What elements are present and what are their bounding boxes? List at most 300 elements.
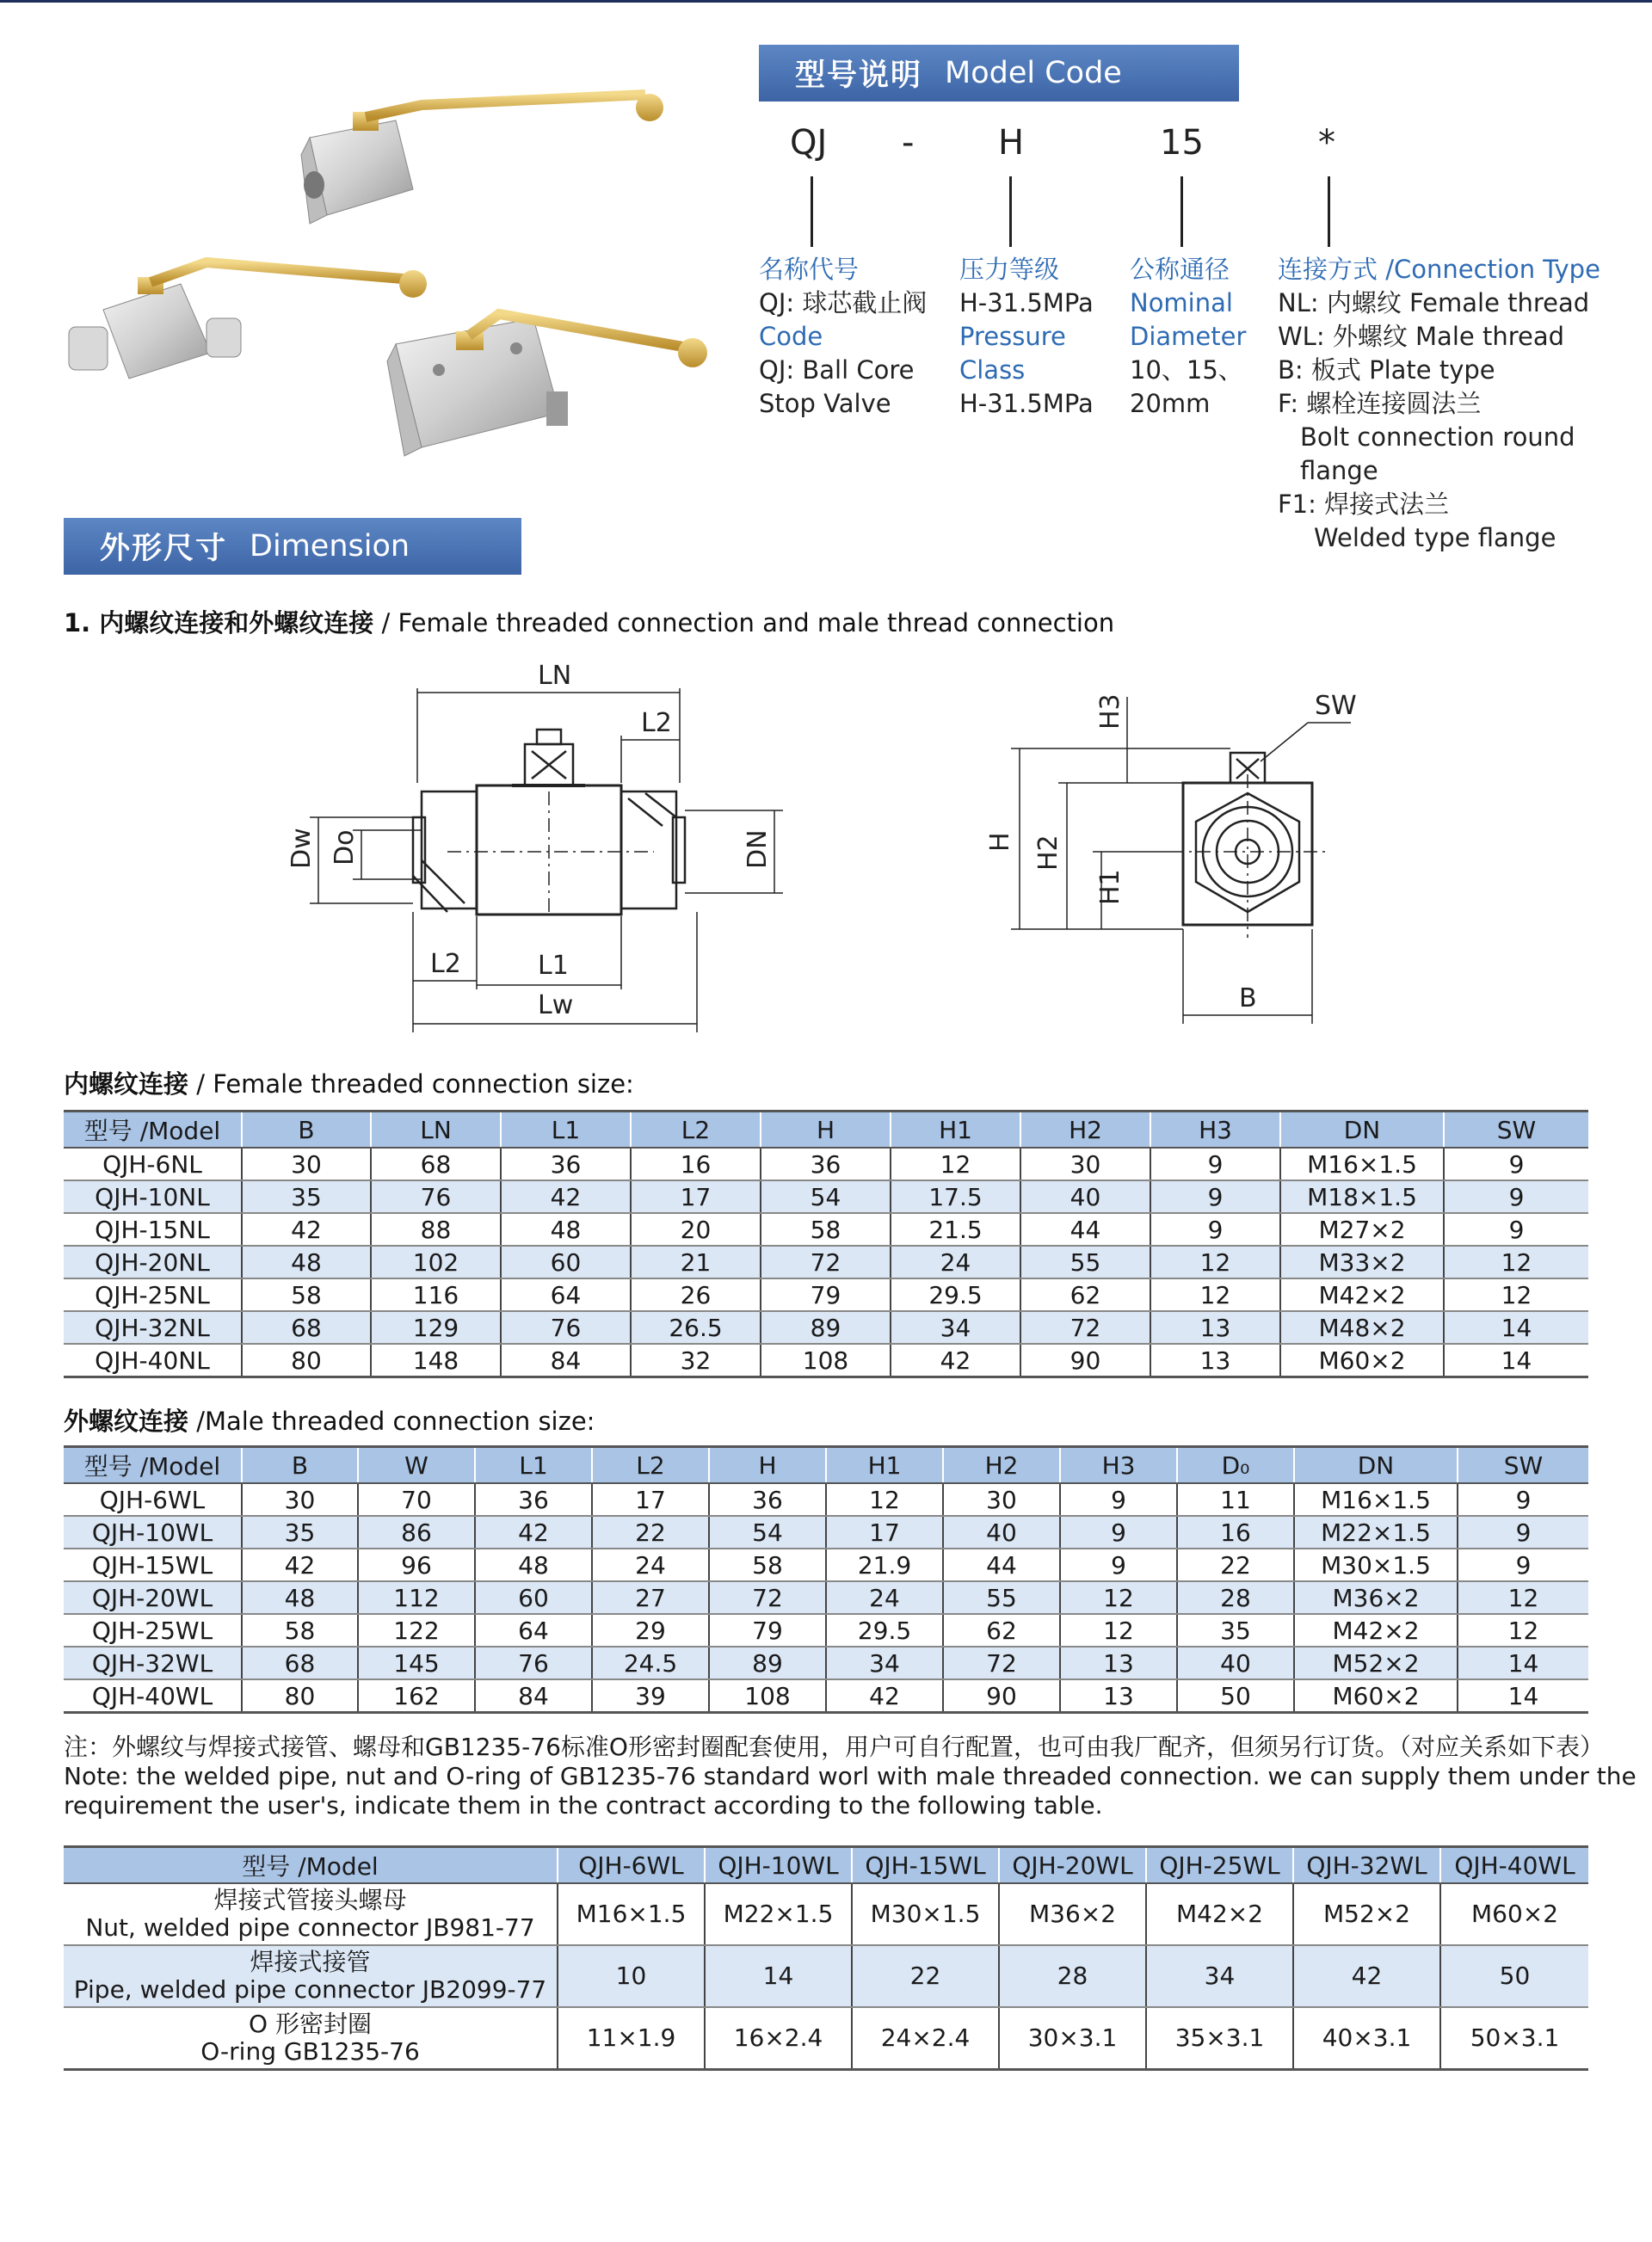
- dimension-banner-zh: 外形尺寸: [100, 532, 228, 566]
- column-header: D₀: [1177, 1447, 1294, 1484]
- dim-label-l2-bottom: L2: [430, 949, 461, 979]
- code-column-line: F: 螺栓连接圆法兰: [1278, 389, 1482, 418]
- code-letter-15: 15: [1160, 123, 1204, 163]
- code-column-line: Diameter: [1130, 322, 1247, 351]
- dim-label-b: B: [1239, 983, 1257, 1013]
- table-cell: 12: [826, 1483, 943, 1516]
- table-row: [64, 1883, 1588, 1945]
- table-cell: 12: [1060, 1581, 1177, 1614]
- table-cell: 29.5: [826, 1614, 943, 1647]
- table-cell: 17.5: [891, 1180, 1020, 1213]
- dim-label-l2-top: L2: [641, 708, 672, 738]
- table-cell: 84: [501, 1344, 631, 1377]
- table-cell: 21: [631, 1246, 761, 1278]
- table-cell: 58: [761, 1213, 891, 1246]
- table-cell: 9: [1444, 1180, 1588, 1213]
- table-cell: 42: [475, 1516, 592, 1549]
- column-header: H: [709, 1447, 826, 1484]
- table-cell: 48: [242, 1246, 371, 1278]
- table-row: [64, 1549, 1588, 1581]
- code-column-title: 压力等级: [959, 255, 1060, 284]
- code-pointer-line: [811, 176, 813, 247]
- table-cell: 108: [761, 1344, 891, 1377]
- female-table-title-zh: 内螺纹连接: [64, 1069, 189, 1099]
- male-table-title-en: /Male threaded connection size:: [188, 1407, 595, 1436]
- code-column-line: flange: [1300, 456, 1378, 485]
- table-cell: 30: [242, 1148, 371, 1180]
- table-cell: 16: [1177, 1516, 1294, 1549]
- column-header: 型号 /Model: [64, 1112, 242, 1149]
- male-table-title: [64, 1402, 595, 1438]
- table-cell: 89: [761, 1311, 891, 1344]
- table-cell: 13: [1150, 1344, 1280, 1377]
- table-cell: 64: [475, 1614, 592, 1647]
- table-cell: 68: [371, 1148, 501, 1180]
- table-cell: M52×2: [1294, 1647, 1458, 1679]
- table-cell: 10: [558, 1945, 705, 2007]
- table-cell: 72: [709, 1581, 826, 1614]
- table-cell: 32: [631, 1344, 761, 1377]
- table-cell: 88: [371, 1213, 501, 1246]
- table-cell: 27: [592, 1581, 709, 1614]
- column-header: QJH-40WL: [1440, 1847, 1588, 1884]
- table-cell: M16×1.5: [1280, 1148, 1444, 1180]
- column-header: QJH-15WL: [852, 1847, 999, 1884]
- table-cell: 80: [242, 1344, 371, 1377]
- table-cell: 11×1.9: [558, 2007, 705, 2070]
- table-cell: QJH-40WL: [64, 1679, 242, 1713]
- column-header: W: [358, 1447, 475, 1484]
- code-column-line: Bolt connection round: [1300, 422, 1575, 452]
- code-column-title: 名称代号: [759, 255, 860, 284]
- product-photos: [52, 86, 723, 465]
- table-cell: M60×2: [1294, 1679, 1458, 1713]
- table-row: [64, 1148, 1588, 1180]
- column-header: H: [761, 1112, 891, 1149]
- code-column-name: [759, 253, 927, 421]
- table-cell: 42: [1293, 1945, 1440, 2007]
- table-cell: 108: [709, 1679, 826, 1713]
- code-pointer-line: [1180, 176, 1183, 247]
- table-cell: 12: [1444, 1278, 1588, 1311]
- table-cell: M60×2: [1440, 1883, 1588, 1945]
- code-letter-dash: -: [902, 123, 915, 163]
- table-cell: 12: [1060, 1614, 1177, 1647]
- row-label-zh: O 形密封圈: [249, 2010, 372, 2038]
- table-row: [64, 1483, 1588, 1516]
- table-cell: 68: [242, 1311, 371, 1344]
- female-table-title: [64, 1065, 634, 1100]
- table-cell: 36: [475, 1483, 592, 1516]
- code-column-title: 公称通径: [1130, 255, 1230, 284]
- model-code-banner-zh: 型号说明: [795, 59, 923, 93]
- code-column-line: 20mm: [1130, 389, 1211, 418]
- column-header: 型号 /Model: [64, 1447, 242, 1484]
- column-header: H2: [1020, 1112, 1150, 1149]
- table-cell: 148: [371, 1344, 501, 1377]
- table-cell: 129: [371, 1311, 501, 1344]
- table-cell: 54: [709, 1516, 826, 1549]
- column-header: H1: [891, 1112, 1020, 1149]
- table-cell: 39: [592, 1679, 709, 1713]
- side-view-drawing: [946, 680, 1411, 1032]
- table-cell: QJH-20NL: [64, 1246, 242, 1278]
- note-line-en-1: Note: the welded pipe, nut and O-ring of GB1235-76 standard worl with male threaded connection. we can supply them under the: [64, 1762, 1637, 1790]
- table-cell: 122: [358, 1614, 475, 1647]
- table-cell: 35: [242, 1516, 358, 1549]
- table-cell: 79: [709, 1614, 826, 1647]
- table-cell: 89: [709, 1647, 826, 1679]
- table-cell: M42×2: [1280, 1278, 1444, 1311]
- table-cell: 30×3.1: [999, 2007, 1146, 2070]
- table-cell: 162: [358, 1679, 475, 1713]
- table-cell: 40: [943, 1516, 1060, 1549]
- table-cell: 11: [1177, 1483, 1294, 1516]
- table-cell: 76: [501, 1311, 631, 1344]
- top-rule: [0, 0, 1652, 3]
- table-cell: 90: [943, 1679, 1060, 1713]
- note-line-zh: 注：外螺纹与焊接式接管、螺母和GB1235-76标准O形密封圈配套使用，用户可自行配置，也可由我厂配齐，但须另行订货。（对应关系如下表）: [64, 1733, 1604, 1761]
- table-cell: 24: [891, 1246, 1020, 1278]
- table-cell: 76: [475, 1647, 592, 1679]
- table-cell: 30: [943, 1483, 1060, 1516]
- column-header: DN: [1294, 1447, 1458, 1484]
- table-cell: 54: [761, 1180, 891, 1213]
- table-cell: 60: [501, 1246, 631, 1278]
- column-header: QJH-20WL: [999, 1847, 1146, 1884]
- row-label-en: Nut, welded pipe connector JB981-77: [85, 1913, 535, 1942]
- table-cell: 9: [1444, 1148, 1588, 1180]
- table-cell: 16×2.4: [705, 2007, 852, 2070]
- table-cell: M52×2: [1293, 1883, 1440, 1945]
- table-cell: 26.5: [631, 1311, 761, 1344]
- dim-label-sw: SW: [1315, 691, 1357, 721]
- valve-photo-female: [301, 94, 663, 224]
- table-cell: 9: [1444, 1213, 1588, 1246]
- table-cell: 44: [943, 1549, 1060, 1581]
- table-cell: M16×1.5: [558, 1883, 705, 1945]
- table-cell: 34: [1146, 1945, 1293, 2007]
- table-row: [64, 1516, 1588, 1549]
- table-cell: 9: [1060, 1549, 1177, 1581]
- table-cell: 72: [761, 1246, 891, 1278]
- code-column-line: Welded type flange: [1314, 523, 1556, 552]
- table-row: [64, 1614, 1588, 1647]
- table-cell: 17: [592, 1483, 709, 1516]
- table-cell: QJH-6WL: [64, 1483, 242, 1516]
- table-cell: 102: [371, 1246, 501, 1278]
- table-cell: 50: [1440, 1945, 1588, 2007]
- table-cell: 14: [1444, 1344, 1588, 1377]
- column-header: H3: [1060, 1447, 1177, 1484]
- table-cell: 42: [826, 1679, 943, 1713]
- table-cell: M60×2: [1280, 1344, 1444, 1377]
- table-cell: 79: [761, 1278, 891, 1311]
- table-cell: 22: [1177, 1549, 1294, 1581]
- table-cell: 76: [371, 1180, 501, 1213]
- male-table-title-zh: 外螺纹连接: [64, 1407, 189, 1436]
- table-cell: 58: [242, 1614, 358, 1647]
- column-header: H3: [1150, 1112, 1280, 1149]
- row-label-en: O-ring GB1235-76: [200, 2037, 420, 2066]
- table-cell: 36: [709, 1483, 826, 1516]
- column-header: H2: [943, 1447, 1060, 1484]
- row-label: [64, 2007, 558, 2070]
- table-cell: 40: [1020, 1180, 1150, 1213]
- table-cell: 40: [1177, 1647, 1294, 1679]
- table-cell: 12: [1444, 1246, 1588, 1278]
- table-cell: 35×3.1: [1146, 2007, 1293, 2070]
- table-cell: 80: [242, 1679, 358, 1713]
- table-cell: 35: [242, 1180, 371, 1213]
- table-cell: 48: [475, 1549, 592, 1581]
- table-cell: 34: [891, 1311, 1020, 1344]
- table-cell: 30: [1020, 1148, 1150, 1180]
- code-column-line: Pressure: [959, 322, 1066, 351]
- note-line-en-2: requirement the user's, indicate them in the contract according to the following table.: [64, 1791, 1103, 1820]
- table-cell: M16×1.5: [1294, 1483, 1458, 1516]
- table-cell: 112: [358, 1581, 475, 1614]
- table-cell: 14: [705, 1945, 852, 2007]
- table-cell: 58: [709, 1549, 826, 1581]
- table-row: [64, 1180, 1588, 1213]
- table-cell: 24.5: [592, 1647, 709, 1679]
- column-header: QJH-10WL: [705, 1847, 852, 1884]
- table-cell: 64: [501, 1278, 631, 1311]
- table-row: [64, 1278, 1588, 1311]
- table-row: [64, 1246, 1588, 1278]
- column-header: LN: [371, 1112, 501, 1149]
- table-cell: M42×2: [1146, 1883, 1293, 1945]
- column-header: L2: [631, 1112, 761, 1149]
- table-cell: 13: [1060, 1679, 1177, 1713]
- valve-photo-male: [69, 262, 427, 379]
- dim-label-h: H: [985, 832, 1015, 852]
- accessory-table: [64, 1845, 1588, 2071]
- table-cell: QJH-32WL: [64, 1647, 242, 1679]
- dim-label-h3: H3: [1095, 693, 1125, 730]
- code-column-line: Nominal: [1130, 288, 1233, 317]
- table-cell: 42: [242, 1549, 358, 1581]
- section-1-title: [64, 604, 1114, 639]
- code-column-line: 10、15、: [1130, 355, 1243, 385]
- row-label: [64, 1883, 558, 1945]
- table-row: [64, 1647, 1588, 1679]
- table-cell: 50: [1177, 1679, 1294, 1713]
- table-cell: 24: [826, 1581, 943, 1614]
- column-header: QJH-25WL: [1146, 1847, 1293, 1884]
- table-cell: 9: [1060, 1483, 1177, 1516]
- table-cell: 28: [999, 1945, 1146, 2007]
- table-cell: 9: [1458, 1549, 1588, 1581]
- code-column-line: QJ: 球芯截止阀: [759, 288, 928, 317]
- table-cell: M33×2: [1280, 1246, 1444, 1278]
- table-cell: QJH-15WL: [64, 1549, 242, 1581]
- dim-label-do: Do: [330, 829, 360, 865]
- code-column-line: QJ: Ball Core: [759, 355, 915, 385]
- row-label-zh: 焊接式接管: [250, 1948, 371, 1976]
- dim-label-h2: H2: [1033, 835, 1063, 871]
- table-cell: 29: [592, 1614, 709, 1647]
- table-cell: M42×2: [1294, 1614, 1458, 1647]
- model-code-banner: [759, 45, 1239, 102]
- table-cell: 14: [1458, 1679, 1588, 1713]
- dim-label-ln: LN: [538, 661, 572, 691]
- row-label-en: Pipe, welded pipe connector JB2099-77: [73, 1975, 547, 2004]
- table-cell: 42: [501, 1180, 631, 1213]
- table-cell: 20: [631, 1213, 761, 1246]
- table-cell: 70: [358, 1483, 475, 1516]
- table-row: [64, 2007, 1588, 2070]
- row-label: [64, 1945, 558, 2007]
- table-cell: M27×2: [1280, 1213, 1444, 1246]
- table-row: [64, 1213, 1588, 1246]
- male-threaded-table: [64, 1445, 1588, 1714]
- table-cell: 9: [1458, 1483, 1588, 1516]
- table-cell: 9: [1150, 1148, 1280, 1180]
- table-cell: 17: [631, 1180, 761, 1213]
- table-cell: 145: [358, 1647, 475, 1679]
- table-cell: 116: [371, 1278, 501, 1311]
- table-cell: 72: [943, 1647, 1060, 1679]
- code-column-pressure: [959, 253, 1094, 421]
- table-cell: 55: [943, 1581, 1060, 1614]
- table-cell: 36: [761, 1148, 891, 1180]
- front-view-drawing: [275, 654, 809, 1032]
- table-cell: 30: [242, 1483, 358, 1516]
- table-cell: QJH-40NL: [64, 1344, 242, 1377]
- section-1-title-zh: 1. 内螺纹连接和外螺纹连接: [64, 608, 374, 637]
- dim-label-h1: H1: [1095, 869, 1125, 905]
- table-cell: 26: [631, 1278, 761, 1311]
- row-label-zh: 焊接式管接头螺母: [213, 1886, 407, 1914]
- code-column-line: NL: 内螺纹 Female thread: [1278, 288, 1590, 317]
- code-column-line: Class: [959, 355, 1026, 385]
- section-1-title-en: / Female threaded connection and male thread connection: [373, 608, 1115, 637]
- code-pointer-line: [1328, 176, 1330, 247]
- code-column-line: H-31.5MPa: [959, 288, 1094, 317]
- table-cell: 96: [358, 1549, 475, 1581]
- table-cell: QJH-32NL: [64, 1311, 242, 1344]
- table-cell: 55: [1020, 1246, 1150, 1278]
- table-cell: 50×3.1: [1440, 2007, 1588, 2070]
- table-cell: 22: [852, 1945, 999, 2007]
- column-header: B: [242, 1447, 358, 1484]
- table-cell: QJH-10WL: [64, 1516, 242, 1549]
- table-cell: 22: [592, 1516, 709, 1549]
- code-column-line: H-31.5MPa: [959, 389, 1094, 418]
- code-column-line: Code: [759, 322, 823, 351]
- table-cell: 17: [826, 1516, 943, 1549]
- table-row: [64, 1311, 1588, 1344]
- table-cell: 13: [1060, 1647, 1177, 1679]
- table-cell: 84: [475, 1679, 592, 1713]
- dim-label-lw: Lw: [538, 990, 574, 1020]
- table-cell: 44: [1020, 1213, 1150, 1246]
- table-cell: 34: [826, 1647, 943, 1679]
- table-cell: 60: [475, 1581, 592, 1614]
- table-cell: 21.5: [891, 1213, 1020, 1246]
- dimension-banner: [64, 518, 521, 575]
- table-cell: 48: [242, 1581, 358, 1614]
- code-column-line: F1: 焊接式法兰: [1278, 490, 1450, 519]
- model-code-banner-en: Model Code: [945, 56, 1122, 90]
- dim-label-dn: DN: [743, 829, 773, 869]
- female-threaded-table: [64, 1110, 1588, 1378]
- code-column-diameter: [1130, 253, 1246, 421]
- table-cell: 24: [592, 1549, 709, 1581]
- table-cell: 36: [501, 1148, 631, 1180]
- table-row: [64, 1679, 1588, 1713]
- table-cell: 12: [1150, 1246, 1280, 1278]
- table-cell: 16: [631, 1148, 761, 1180]
- code-pointer-line: [1009, 176, 1012, 247]
- table-cell: 9: [1150, 1213, 1280, 1246]
- code-letter-h: H: [998, 123, 1025, 163]
- table-cell: M30×1.5: [852, 1883, 999, 1945]
- table-cell: 29.5: [891, 1278, 1020, 1311]
- table-cell: M18×1.5: [1280, 1180, 1444, 1213]
- table-cell: 14: [1444, 1311, 1588, 1344]
- table-cell: 90: [1020, 1344, 1150, 1377]
- dim-label-l1: L1: [538, 951, 569, 981]
- column-header: QJH-32WL: [1293, 1847, 1440, 1884]
- table-cell: 62: [943, 1614, 1060, 1647]
- column-header: L1: [475, 1447, 592, 1484]
- table-cell: 62: [1020, 1278, 1150, 1311]
- column-header: 型号 /Model: [64, 1847, 558, 1884]
- code-column-title: 连接方式 /Connection Type: [1278, 255, 1600, 284]
- table-cell: QJH-25NL: [64, 1278, 242, 1311]
- table-cell: 12: [1458, 1614, 1588, 1647]
- table-cell: 9: [1060, 1516, 1177, 1549]
- dimension-banner-en: Dimension: [250, 529, 410, 564]
- column-header: SW: [1444, 1112, 1588, 1149]
- column-header: L1: [501, 1112, 631, 1149]
- table-cell: QJH-25WL: [64, 1614, 242, 1647]
- table-cell: 40×3.1: [1293, 2007, 1440, 2070]
- column-header: DN: [1280, 1112, 1444, 1149]
- table-cell: 35: [1177, 1614, 1294, 1647]
- table-cell: 14: [1458, 1647, 1588, 1679]
- column-header: QJH-6WL: [558, 1847, 705, 1884]
- code-column-line: B: 板式 Plate type: [1278, 355, 1495, 385]
- code-column-connection: [1278, 253, 1600, 555]
- table-cell: 72: [1020, 1311, 1150, 1344]
- table-cell: 42: [242, 1213, 371, 1246]
- column-header: SW: [1458, 1447, 1588, 1484]
- table-cell: 9: [1458, 1516, 1588, 1549]
- table-cell: 42: [891, 1344, 1020, 1377]
- female-table-title-en: / Female threaded connection size:: [188, 1069, 634, 1099]
- table-cell: 48: [501, 1213, 631, 1246]
- table-cell: QJH-6NL: [64, 1148, 242, 1180]
- table-cell: M22×1.5: [705, 1883, 852, 1945]
- table-row: [64, 1344, 1588, 1377]
- table-cell: 12: [1458, 1581, 1588, 1614]
- table-cell: 86: [358, 1516, 475, 1549]
- table-cell: M36×2: [999, 1883, 1146, 1945]
- code-letter-star: *: [1318, 123, 1335, 163]
- table-cell: 12: [891, 1148, 1020, 1180]
- code-column-line: Stop Valve: [759, 389, 891, 418]
- valve-photo-plate: [387, 314, 707, 456]
- table-cell: 28: [1177, 1581, 1294, 1614]
- table-cell: M36×2: [1294, 1581, 1458, 1614]
- table-cell: 68: [242, 1647, 358, 1679]
- table-row: [64, 1581, 1588, 1614]
- column-header: H1: [826, 1447, 943, 1484]
